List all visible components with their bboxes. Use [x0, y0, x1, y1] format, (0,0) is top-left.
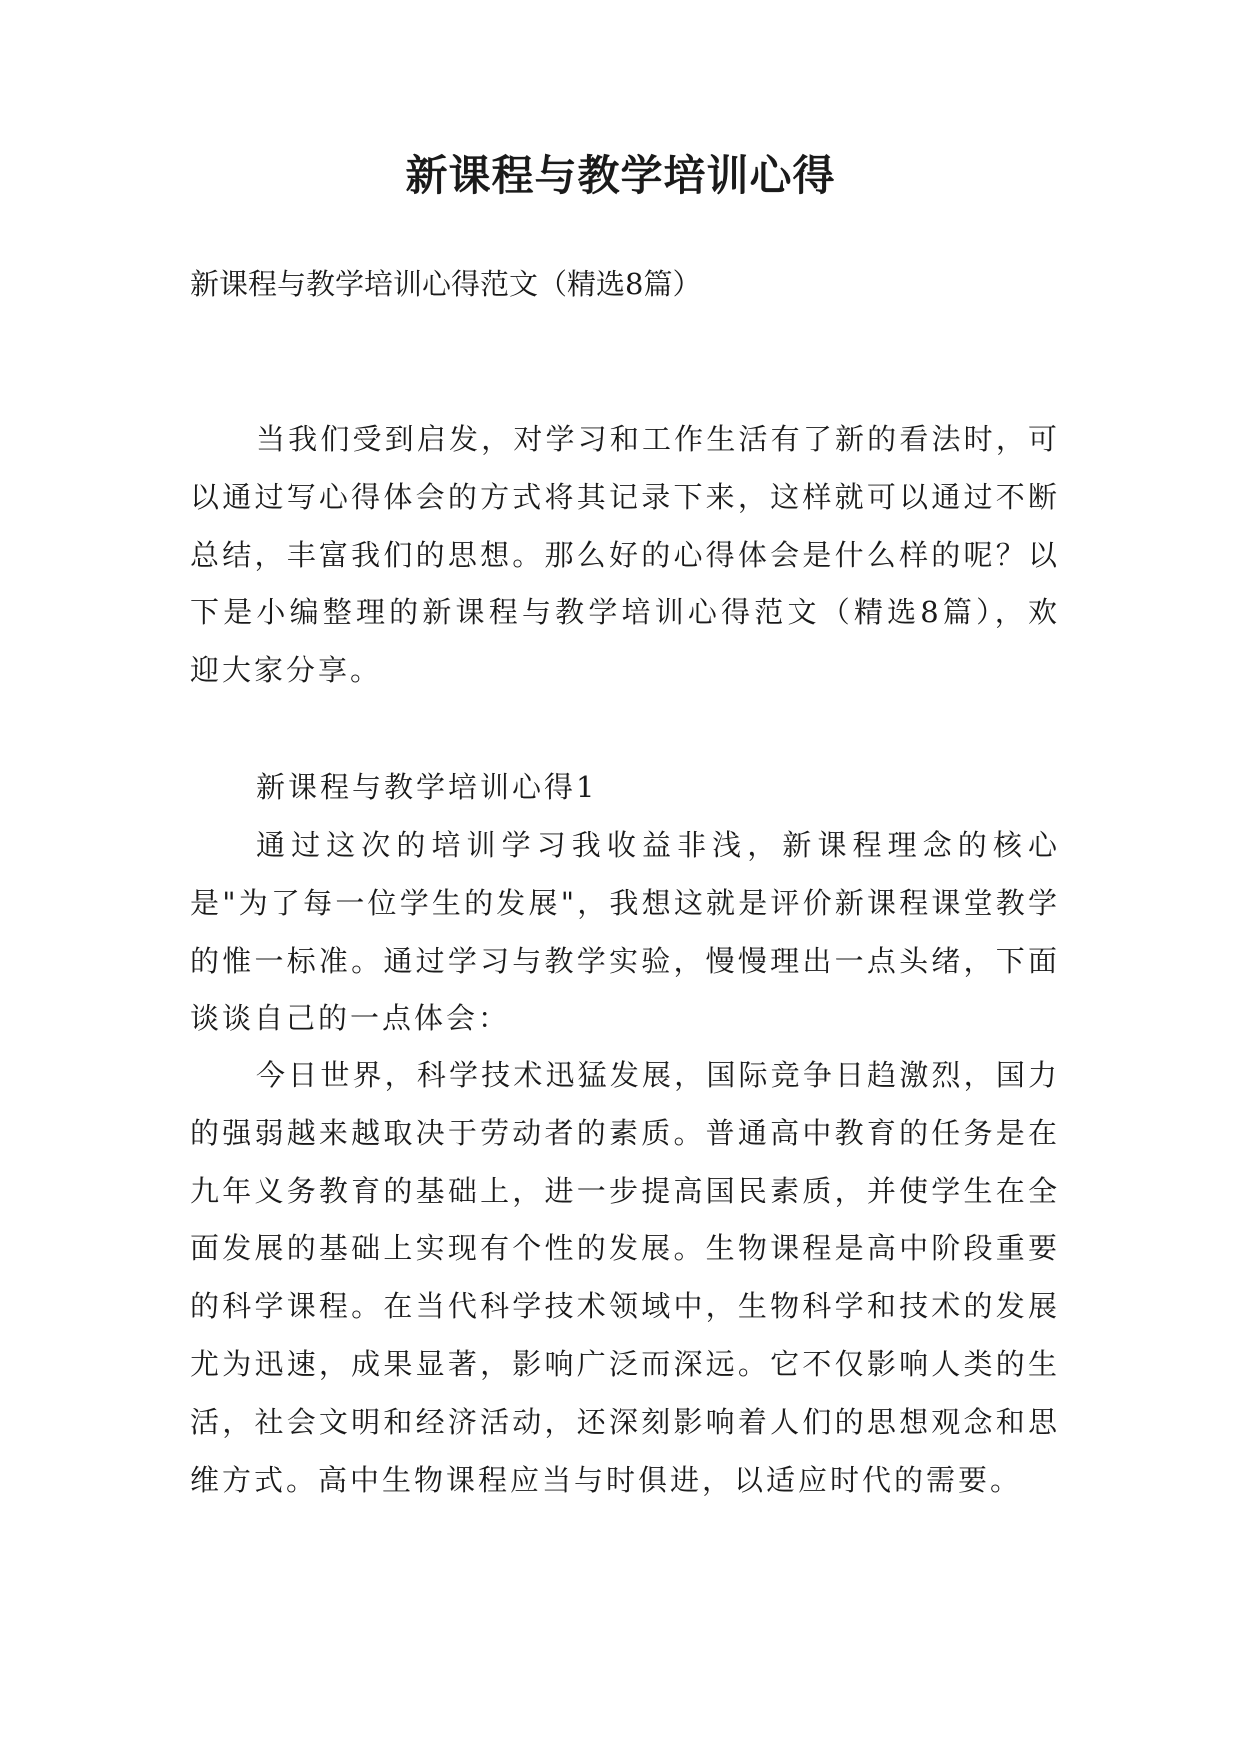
section-heading: 新课程与教学培训心得1 — [256, 770, 598, 804]
body-paragraph: 今日世界，科学技术迅猛发展，国际竞争日趋激烈，国力的强弱越来越取决于劳动者的素质。普通高中教育的任务是在九年义务教育的基础上，进一步提高国民素质，并使学生在全面发展的基础上实现有个性的发展。生物课程是高中阶段重要的科学课程。在当代科学技术领域中，生物科学和技术的发展尤为迅速，成果显著，影响广泛而深远。它不仅影响人类的生活，社会文明和经济活动，还深刻影响着人们的思想观念和思维方式。高中生物课程应当与时俱进，以适应时代的需要。 — [190, 1058, 1060, 1497]
document-subtitle: 新课程与教学培训心得范文（精选8篇） — [190, 267, 702, 301]
body-paragraph: 通过这次的培训学习我收益非浅，新课程理念的核心是"为了每一位学生的发展"，我想这就是评价新课程课堂教学的惟一标准。通过学习与教学实验，慢慢理出一点头绪，下面谈谈自己的一点体会： — [190, 828, 1060, 1036]
intro-paragraph: 当我们受到启发，对学习和工作生活有了新的看法时，可以通过写心得体会的方式将其记录下来，这样就可以通过不断总结，丰富我们的思想。那么好的心得体会是什么样的呢？以下是小编整理的新课程与教学培训心得范文（精选8篇），欢迎大家分享。 — [190, 422, 1060, 688]
document-title: 新课程与教学培训心得 — [405, 151, 836, 200]
